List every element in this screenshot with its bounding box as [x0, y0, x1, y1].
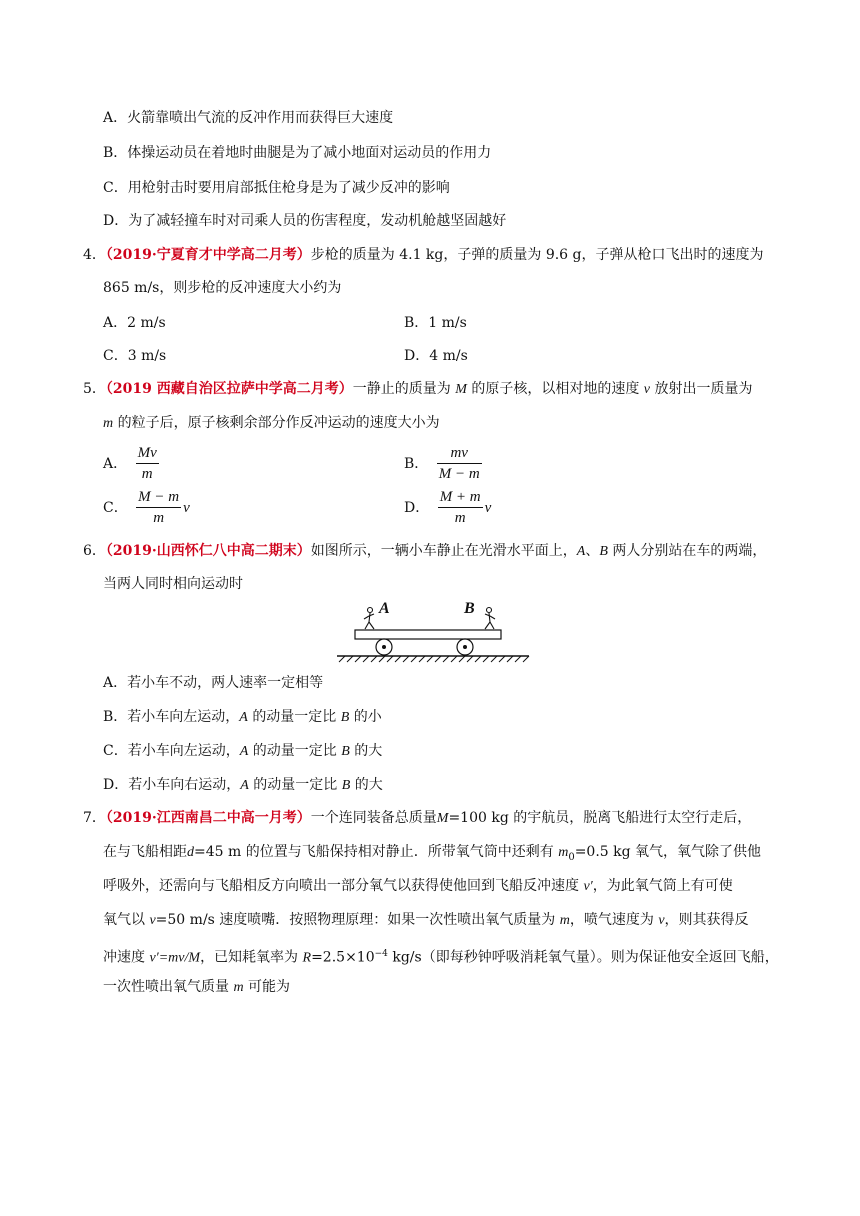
- stem-text: 步枪的质量为 4.1 kg，子弹的质量为 9.6 g，子弹从枪口飞出时的速度为: [310, 247, 764, 263]
- q3-option-a: A．火箭靠喷出气流的反冲作用而获得巨大速度: [103, 110, 394, 126]
- q6-option-a: A．若小车不动，两人速率一定相等: [103, 675, 324, 691]
- q7-stem-line6: [103, 977, 290, 998]
- stem-text: kg/s（即每秒钟呼吸消耗氧气量）。则为保证他安全返回飞船，: [387, 949, 779, 966]
- option-text: 的动量一定比: [252, 743, 337, 759]
- q7-stem-line2: [103, 842, 761, 868]
- stem-text: ，则其获得反: [664, 912, 749, 928]
- stem-text: =100 kg 的宇航员，脱离飞船进行太空行走后，: [448, 810, 752, 826]
- q4-stem-line2: 865 m/s，则步枪的反冲速度大小约为: [103, 280, 342, 296]
- stem-text: =0.5 kg 氧气，氧气除了供他: [574, 844, 762, 860]
- stem-text: 两人分别站在车的两端，: [612, 543, 767, 559]
- ground-hatch: [339, 656, 529, 662]
- var-v: v: [643, 382, 651, 397]
- var-A: A: [239, 710, 248, 725]
- stem-text: ，为此氧气筒上有可使: [592, 878, 733, 894]
- fraction-tail: v: [484, 499, 492, 516]
- question-number: 6．: [83, 543, 106, 559]
- q7-stem-line1: [83, 808, 751, 829]
- q6-stem-line2: 当两人同时相向运动时: [103, 576, 243, 592]
- option-label: B．: [404, 455, 429, 472]
- option-text: B．若小车向左运动，: [103, 709, 240, 725]
- source-tag: （2019·山西怀仁八中高二期末）: [105, 543, 311, 559]
- stem-text: 的原子核，以相对地的速度: [471, 381, 640, 397]
- source-tag: （2019·江西南昌二中高一月考）: [105, 810, 311, 826]
- var-M: M: [455, 382, 467, 397]
- var-m0: m: [558, 845, 569, 860]
- var-v-prime: v′: [583, 879, 593, 894]
- cart-figure: [333, 600, 533, 664]
- question-number: 5．: [83, 381, 106, 397]
- q4-stem-line1: [83, 245, 764, 265]
- numerator: M − m: [136, 487, 181, 508]
- denominator: m: [153, 510, 165, 526]
- denominator: M − m: [438, 466, 480, 482]
- var-M: M: [436, 811, 449, 826]
- stem-text: 可能为: [248, 979, 291, 995]
- label-b: B: [464, 600, 475, 617]
- q5-option-c: [103, 487, 190, 528]
- option-text: 的动量一定比: [253, 777, 338, 793]
- stem-text: 如图所示，一辆小车静止在光滑水平面上，: [310, 543, 577, 559]
- q5-stem-line2: [103, 413, 440, 434]
- q5-option-a: [103, 443, 159, 484]
- q6-stem-line1: [83, 541, 766, 562]
- stem-text: =45 m 的位置与飞船保持相对静止．所带氧气筒中还剩有: [194, 844, 554, 860]
- formula-v-prime: v′=mv/M: [149, 950, 201, 966]
- var-m: m: [559, 913, 570, 928]
- var-A: A: [239, 744, 249, 759]
- fraction: [438, 487, 483, 528]
- q4-option-c: C．3 m/s: [103, 348, 167, 364]
- denominator: m: [454, 510, 466, 526]
- var-R: R: [302, 950, 312, 966]
- q3-option-b: B．体操运动员在着地时曲腿是为了减小地面对运动员的作用力: [103, 145, 492, 161]
- stem-text: ，喷气速度为: [569, 912, 654, 928]
- var-B: B: [341, 778, 351, 793]
- q3-option-c: C．用枪射击时要用肩部抵住枪身是为了减少反冲的影响: [103, 180, 450, 196]
- var-m: m: [233, 980, 244, 995]
- stem-text: 呼吸外，还需向与飞船相反方向喷出一部分氧气以获得使他回到飞船反冲速度: [103, 878, 579, 894]
- var-B: B: [599, 544, 608, 559]
- option-label: C．: [103, 499, 128, 516]
- var-A: A: [240, 778, 249, 793]
- fraction: [136, 487, 181, 528]
- q7-stem-line5: [103, 944, 779, 969]
- label-a: A: [379, 600, 390, 617]
- question-number: 7．: [83, 810, 106, 826]
- numerator: mv: [437, 443, 482, 464]
- var-A: A: [576, 544, 586, 559]
- stem-text: 冲速度: [103, 949, 145, 966]
- fraction-tail: v: [183, 499, 190, 516]
- source-tag: （2019 西藏自治区拉萨中学高二月考）: [105, 381, 353, 397]
- denominator: m: [141, 466, 153, 482]
- numerator: Mv: [136, 443, 159, 464]
- q4-option-d: D．4 m/s: [404, 348, 468, 364]
- option-text: D．若小车向右运动，: [103, 777, 241, 793]
- q6-option-d: [103, 775, 383, 796]
- var-v: v: [149, 913, 156, 928]
- stem-text: 、: [585, 543, 600, 559]
- q4-option-a: A．2 m/s: [103, 315, 166, 331]
- q5-option-b: [404, 443, 482, 484]
- stem-text: ，已知耗氧率为: [200, 949, 299, 966]
- option-text: 的动量一定比: [252, 709, 337, 725]
- option-text: 的大: [354, 777, 383, 793]
- numerator: M + m: [438, 487, 483, 508]
- q5-stem-line1: [83, 379, 752, 400]
- q6-option-c: [103, 741, 382, 762]
- option-label: D．: [404, 499, 430, 516]
- var-B: B: [340, 710, 350, 725]
- fraction: [437, 443, 482, 484]
- option-text: 的大: [354, 743, 383, 759]
- var-d: d: [187, 845, 194, 860]
- stem-text: 的粒子后，原子核剩余部分作反冲运动的速度大小为: [117, 415, 440, 431]
- stem-text: 放射出一质量为: [654, 381, 753, 397]
- cart-body: [355, 630, 501, 639]
- stem-text: =2.5×10: [311, 949, 375, 966]
- var-m: m: [103, 416, 114, 431]
- stem-text: 一静止的质量为: [352, 381, 451, 397]
- person-a: [364, 608, 374, 630]
- var-B: B: [341, 744, 350, 759]
- stem-text: =50 m/s 速度喷嘴．按照物理原理：如果一次性喷出氧气质量为: [155, 912, 556, 928]
- subscript: 0: [568, 851, 575, 863]
- exponent: −4: [374, 949, 388, 959]
- q3-option-d: D．为了减轻撞车时对司乘人员的伤害程度，发动机舱越坚固越好: [103, 213, 507, 229]
- question-number: 4．: [83, 247, 106, 263]
- stem-text: 氧气以: [103, 912, 145, 928]
- source-tag: （2019·宁夏育才中学高二月考）: [105, 247, 311, 263]
- q5-option-d: [404, 487, 491, 528]
- stem-text: 一个连同装备总质量: [310, 810, 437, 826]
- stem-text: 一次性喷出氧气质量: [103, 979, 229, 995]
- option-text: 的小: [353, 709, 382, 725]
- option-text: C．若小车向左运动，: [103, 743, 240, 759]
- stem-text: 在与飞船相距: [103, 844, 187, 860]
- var-v: v: [658, 913, 665, 928]
- q6-option-b: [103, 707, 382, 728]
- q7-stem-line3: [103, 876, 733, 897]
- q4-option-b: B．1 m/s: [404, 315, 467, 331]
- person-b: [485, 608, 495, 630]
- fraction: [136, 443, 159, 484]
- q7-stem-line4: [103, 910, 749, 931]
- option-label: A．: [103, 455, 128, 472]
